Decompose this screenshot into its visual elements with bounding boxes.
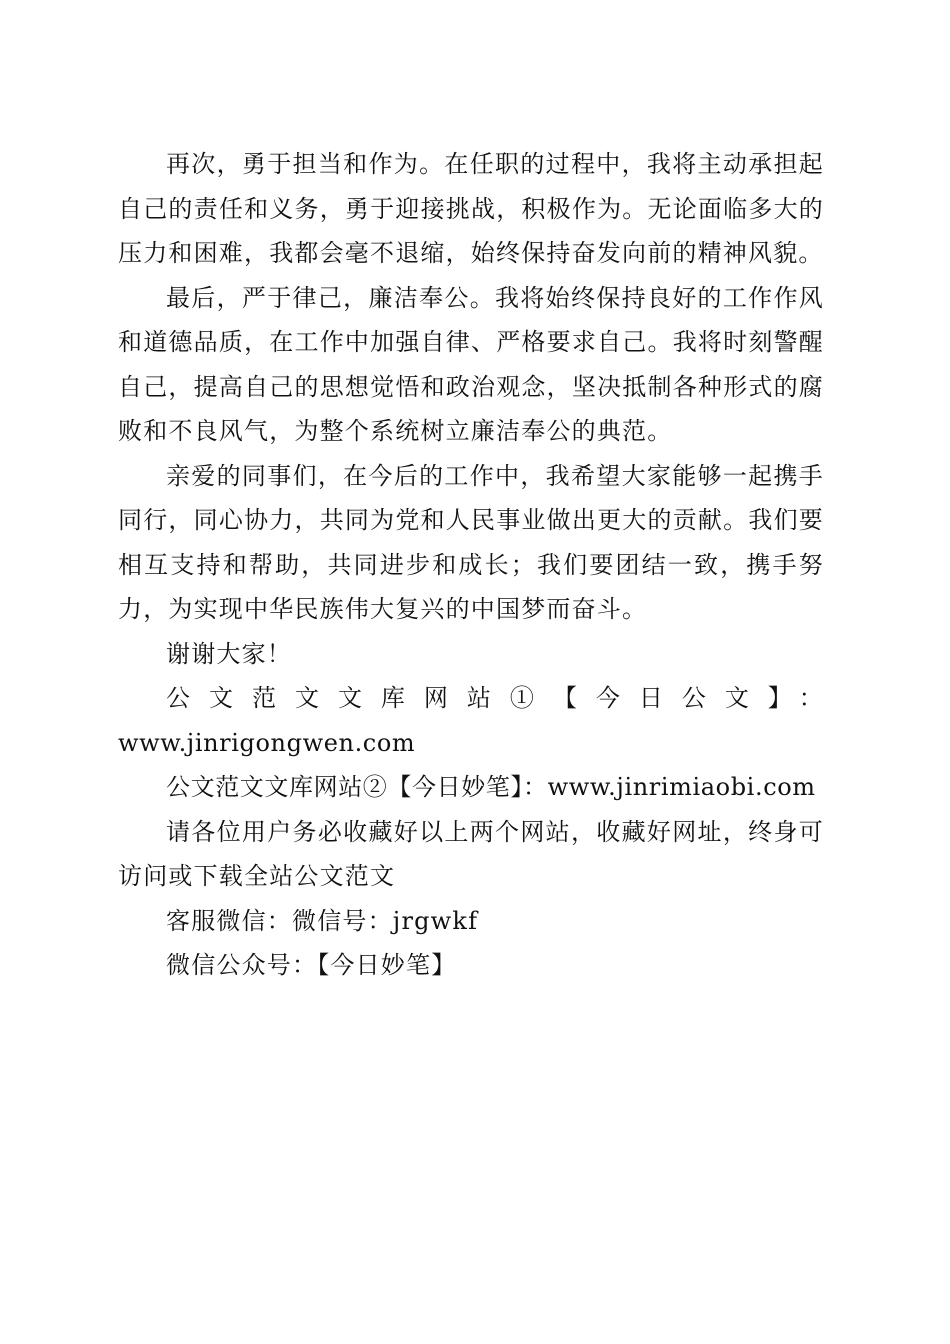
wechat-public-line: 微信公众号：【今日妙笔】: [166, 951, 457, 979]
paragraph-thanks: 谢谢大家！: [166, 639, 292, 668]
site1-url: www.jinrigongwen.com: [118, 728, 416, 757]
paragraph-colleagues: 亲爱的同事们，在今后的工作中，我希望大家能够一起携手同行，同心协力，共同为党和人民事业做出更大的贡献。我们要相互支持和帮助，共同进步和成长；我们要团结一致，携手努力，为实现中华民族伟大复兴的中国梦而奋斗。: [118, 461, 824, 623]
site2-line: 公文范文文库网站②【今日妙笔】：www.jinrimiaobi.com: [166, 773, 816, 801]
wechat-service-line: 客服微信：微信号：jrgwkf: [166, 906, 479, 935]
notice-paragraph: 请各位用户务必收藏好以上两个网站，收藏好网址，终身可访问或下载全站公文范文: [118, 817, 824, 890]
paragraph-responsibility: 再次，勇于担当和作为。在任职的过程中，我将主动承担起自己的责任和义务，勇于迎接挑战，积极作为。无论面临多大的压力和困难，我都会毫不退缩，始终保持奋发向前的精神风貌。: [118, 150, 824, 267]
site1-line: 公文范文文库网站①【今日公文】：: [166, 684, 824, 712]
document-body: [118, 142, 824, 988]
paragraph-integrity: 最后，严于律己，廉洁奉公。我将始终保持良好的工作作风和道德品质，在工作中加强自律、严格要求自己。我将时刻警醒自己，提高自己的思想觉悟和政治观念，坚决抵制各种形式的腐败和不良风气，为整个系统树立廉洁奉公的典范。: [118, 283, 824, 445]
